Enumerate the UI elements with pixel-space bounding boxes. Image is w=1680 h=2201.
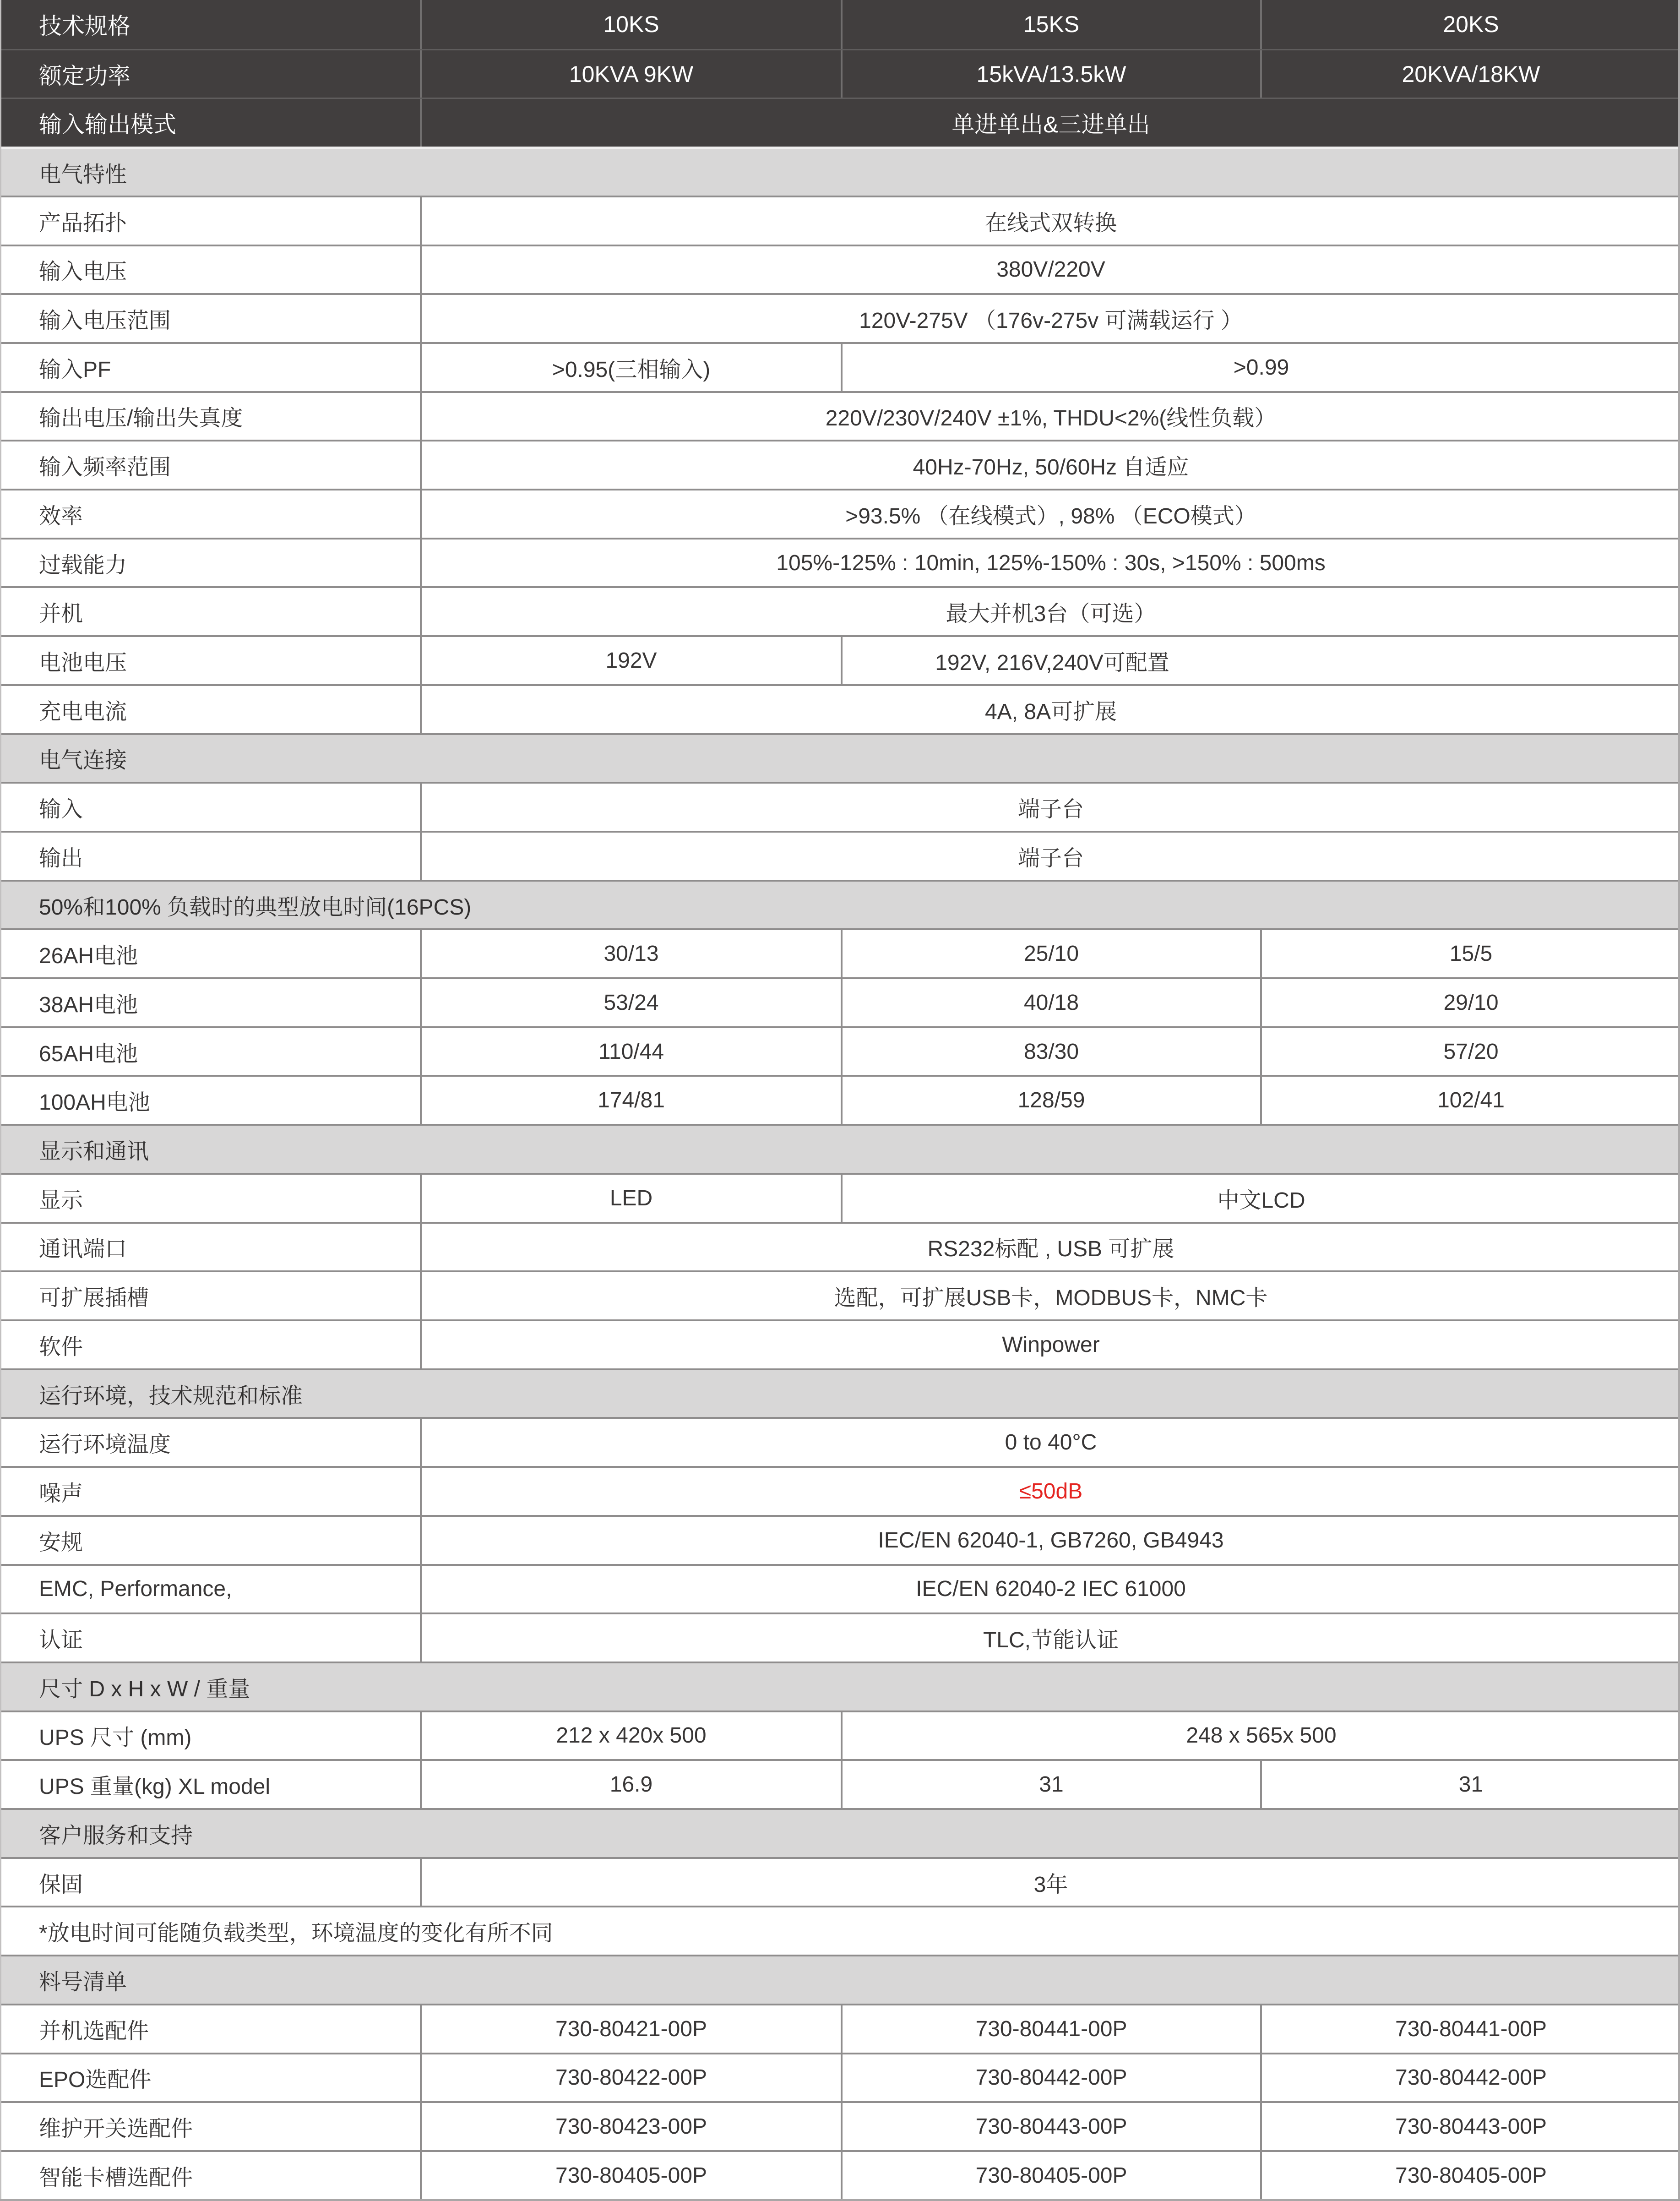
row-label: 额定功率 (39, 63, 130, 89)
value-cell: 730-80441-00P (841, 2005, 1260, 2053)
value-cell: >0.95(三相输入) (420, 344, 841, 391)
value-cell: IEC/EN 62040-1, GB7260, GB4943 (420, 1517, 1680, 1564)
row-label: 输入PF (39, 357, 111, 382)
value-cell: 单进单出&三进单出 (420, 99, 1680, 147)
spec-row (0, 1026, 1680, 1075)
value-cell: 730-80443-00P (1260, 2103, 1680, 2150)
spec-row (0, 1711, 1680, 1760)
value-cell: 中文LCD (841, 1175, 1680, 1222)
row-label: 38AH电池 (39, 992, 138, 1017)
row-label: 智能卡槽选配件 (39, 2165, 193, 2190)
section-title: 尺寸 D x H x W / 重量 (39, 1677, 250, 1701)
spec-row (0, 1319, 1680, 1368)
value-cell: 730-80422-00P (420, 2054, 841, 2102)
value-cell: 730-80405-00P (420, 2152, 841, 2199)
value-cell: 20KS (1260, 0, 1680, 49)
value-cell: 730-80405-00P (1260, 2152, 1680, 2199)
section-header-row (0, 1955, 1680, 2004)
value-cell: 40Hz-70Hz, 50/60Hz 自适应 (420, 441, 1680, 489)
value-cell: 730-80423-00P (420, 2103, 841, 2150)
spec-row (0, 1613, 1680, 1662)
row-label: 并机选配件 (39, 2019, 149, 2043)
value-cell: 730-80442-00P (1260, 2054, 1680, 2102)
spec-row (0, 1270, 1680, 1319)
section-title: 电气特性 (39, 162, 127, 187)
spec-row (0, 293, 1680, 342)
row-label: 输入输出模式 (39, 112, 176, 138)
spec-row (0, 440, 1680, 489)
row-label: 运行环境温度 (39, 1433, 171, 1457)
spec-row (0, 1759, 1680, 1808)
value-cell: Winpower (420, 1321, 1680, 1368)
section-header-row (0, 1808, 1680, 1857)
row-label: UPS 重量(kg) XL model (39, 1775, 271, 1799)
spec-row (0, 1417, 1680, 1466)
spec-row (0, 2053, 1680, 2102)
spec-row (0, 1564, 1680, 1613)
value-cell: 在线式双转换 (420, 197, 1680, 245)
section-title: 客户服务和支持 (39, 1823, 193, 1848)
section-header-row (0, 147, 1680, 196)
spec-row (0, 489, 1680, 538)
spec-row (0, 928, 1680, 977)
section-header-row (0, 733, 1680, 782)
row-label: 并机 (39, 602, 83, 627)
row-label: 电池电压 (39, 650, 127, 675)
row-label: 可扩展插槽 (39, 1286, 149, 1311)
section-title: 运行环境，技术规范和标准 (39, 1384, 303, 1408)
value-cell: 15KS (841, 0, 1260, 49)
value-cell: 20KVA/18KW (1260, 50, 1680, 98)
spec-row (0, 98, 1680, 147)
value-cell: 10KS (420, 0, 841, 49)
spec-row (0, 342, 1680, 391)
row-label: 安规 (39, 1530, 83, 1555)
section-header-row (0, 1368, 1680, 1417)
footnote-text: *放电时间可能随负载类型，环境温度的变化有所不同 (39, 1921, 553, 1946)
value-cell: 端子台 (420, 784, 1680, 831)
row-label: 输入电压 (39, 260, 127, 284)
section-title: 电气连接 (39, 748, 127, 773)
spec-row (0, 1466, 1680, 1515)
value-text: 192V, 216V,240V可配置 (935, 650, 1169, 675)
row-label: 充电电流 (39, 699, 127, 724)
value-cell: 192V (420, 637, 841, 684)
value-cell: 31 (841, 1761, 1260, 1808)
value-cell: RS232标配 , USB 可扩展 (420, 1224, 1680, 1271)
value-cell: 30/13 (420, 930, 841, 977)
value-cell: 380V/220V (420, 246, 1680, 294)
value-cell: 128/59 (841, 1077, 1260, 1124)
section-title: 料号清单 (39, 1970, 127, 1994)
value-cell: 57/20 (1260, 1028, 1680, 1075)
value-cell: 15kVA/13.5kW (841, 50, 1260, 98)
row-label: EPO选配件 (39, 2068, 152, 2092)
value-cell: 4A, 8A可扩展 (420, 686, 1680, 733)
row-label: 过载能力 (39, 553, 127, 577)
value-cell: 端子台 (420, 833, 1680, 880)
spec-row (0, 196, 1680, 245)
value-cell: IEC/EN 62040-2 IEC 61000 (420, 1566, 1680, 1613)
value-cell: 0 to 40°C (420, 1419, 1680, 1466)
value-cell: 248 x 565x 500 (841, 1712, 1680, 1760)
value-cell: 29/10 (1260, 979, 1680, 1026)
spec-row (0, 2101, 1680, 2150)
spec-row (0, 782, 1680, 831)
spec-row (0, 1515, 1680, 1564)
value-cell: 25/10 (841, 930, 1260, 977)
value-cell: LED (420, 1175, 841, 1222)
row-label: 输入频率范围 (39, 455, 171, 480)
value-cell: 102/41 (1260, 1077, 1680, 1124)
value-cell: 730-80443-00P (841, 2103, 1260, 2150)
value-cell: 212 x 420x 500 (420, 1712, 841, 1760)
spec-row (0, 1173, 1680, 1222)
footnote-row (0, 1906, 1680, 1955)
value-cell: 730-80421-00P (420, 2005, 841, 2053)
spec-row (0, 2004, 1680, 2053)
value-cell: 31 (1260, 1761, 1680, 1808)
value-cell: TLC,节能认证 (420, 1614, 1680, 1662)
row-label: 输入 (39, 797, 83, 822)
section-title: 显示和通讯 (39, 1139, 149, 1164)
value-cell: 40/18 (841, 979, 1260, 1026)
value-cell: 3年 (420, 1859, 1680, 1906)
spec-row (0, 684, 1680, 733)
value-cell: 10KVA 9KW (420, 50, 841, 98)
value-cell: 53/24 (420, 979, 841, 1026)
row-label: 输出电压/输出失真度 (39, 406, 243, 431)
value-cell: 730-80442-00P (841, 2054, 1260, 2102)
spec-row (0, 1222, 1680, 1271)
row-label: 效率 (39, 504, 83, 528)
value-cell: 15/5 (1260, 930, 1680, 977)
value-cell: ≤50dB (420, 1468, 1680, 1515)
section-header-row (0, 1124, 1680, 1173)
row-label: EMC, Performance, (39, 1577, 232, 1602)
value-cell: 730-80405-00P (841, 2152, 1260, 2199)
spec-row (0, 586, 1680, 635)
row-label: 26AH电池 (39, 944, 138, 969)
value-cell: 730-80441-00P (1260, 2005, 1680, 2053)
row-label: 维护开关选配件 (39, 2117, 193, 2141)
value-cell: 120V-275V （176v-275v 可满载运行 ） (420, 295, 1680, 342)
value-cell: 110/44 (420, 1028, 841, 1075)
section-header-row (0, 1662, 1680, 1711)
row-label: 噪声 (39, 1481, 83, 1506)
spec-row (0, 245, 1680, 294)
spec-row (0, 538, 1680, 587)
row-label: 产品拓扑 (39, 211, 127, 235)
spec-row (0, 831, 1680, 880)
value-cell: >93.5% （在线模式）, 98% （ECO模式） (420, 490, 1680, 538)
value-cell: 220V/230V/240V ±1%, THDU<2%(线性负载） (420, 393, 1680, 440)
value-cell: 最大并机3台（可选） (420, 588, 1680, 635)
value-cell: 16.9 (420, 1761, 841, 1808)
spec-row (0, 1857, 1680, 1906)
spec-row (0, 977, 1680, 1026)
value-cell: 174/81 (420, 1077, 841, 1124)
row-label: 输入电压范围 (39, 309, 171, 333)
row-label: 技术规格 (39, 13, 130, 39)
row-label: 通讯端口 (39, 1237, 127, 1262)
value-cell: >0.99 (841, 344, 1680, 391)
section-header-row (0, 880, 1680, 929)
value-cell (841, 637, 1680, 684)
row-label: 保固 (39, 1872, 83, 1897)
row-label: 100AH电池 (39, 1090, 150, 1115)
spec-row (0, 1075, 1680, 1124)
row-label: 显示 (39, 1188, 83, 1213)
row-label: 软件 (39, 1335, 83, 1359)
spec-row (0, 391, 1680, 440)
row-label: 输出 (39, 846, 83, 871)
section-title: 50%和100% 负载时的典型放电时间(16PCS) (39, 895, 472, 920)
spec-row (0, 635, 1680, 684)
spec-row (0, 0, 1680, 49)
row-label: UPS 尺寸 (mm) (39, 1726, 192, 1750)
value-cell: 选配，可扩展USB卡，MODBUS卡，NMC卡 (420, 1272, 1680, 1319)
value-cell: 83/30 (841, 1028, 1260, 1075)
spec-row (0, 2150, 1680, 2199)
spec-row (0, 49, 1680, 98)
row-label: 65AH电池 (39, 1041, 138, 1066)
value-cell: 105%-125% : 10min, 125%-150% : 30s, >150% : 500ms (420, 539, 1680, 587)
row-label: 认证 (39, 1628, 83, 1653)
